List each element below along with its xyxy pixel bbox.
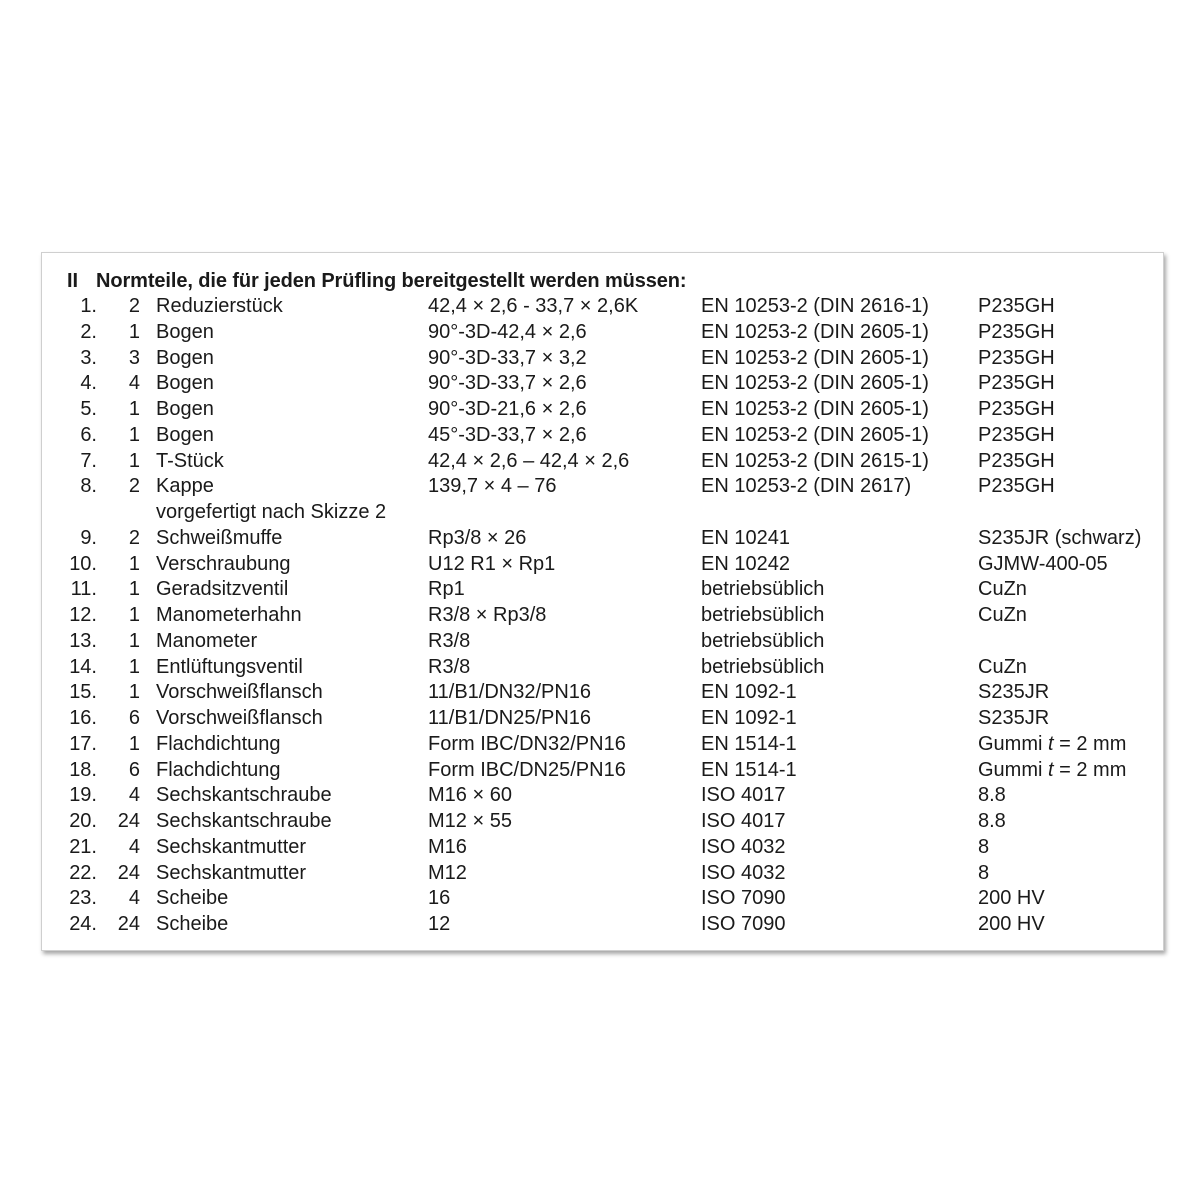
table-row bbox=[0, 293, 1200, 319]
row-number: 9. bbox=[80, 526, 97, 549]
row-material: P235GH bbox=[978, 423, 1055, 446]
row-quantity: 4 bbox=[128, 835, 140, 858]
row-number: 21. bbox=[69, 835, 97, 858]
row-standard: EN 10253-2 (DIN 2616-1) bbox=[701, 295, 929, 317]
row-quantity: 24 bbox=[117, 861, 140, 884]
table-row bbox=[0, 834, 1200, 860]
row-part-name: Reduzierstück bbox=[156, 295, 283, 317]
row-material: Gummi t = 2 mm bbox=[978, 758, 1127, 781]
row-material: CuZn bbox=[978, 604, 1027, 626]
row-number: 20. bbox=[69, 810, 97, 832]
row-number: 19. bbox=[69, 784, 97, 807]
row-number: 3. bbox=[80, 346, 97, 369]
row-number: 14. bbox=[69, 655, 97, 678]
row-quantity: 6 bbox=[128, 758, 140, 781]
table-row bbox=[0, 654, 1200, 680]
row-standard: ISO 7090 bbox=[701, 887, 786, 910]
row-part-name: Entlüftungsventil bbox=[156, 655, 303, 678]
row-number: 8. bbox=[80, 475, 97, 498]
row-dimension: M12 × 55 bbox=[428, 810, 512, 832]
row-dimension: 16 bbox=[428, 887, 451, 910]
row-dimension: 42,4 × 2,6 – 42,4 × 2,6 bbox=[428, 449, 630, 472]
row-part-name: Flachdichtung bbox=[156, 758, 281, 781]
row-quantity: 1 bbox=[128, 655, 140, 678]
row-dimension: 90°-3D-33,7 × 2,6 bbox=[428, 372, 587, 395]
row-quantity: 2 bbox=[128, 526, 140, 549]
row-quantity: 1 bbox=[128, 320, 140, 343]
row-dimension: R3/8 × Rp3/8 bbox=[428, 604, 547, 626]
row-standard: betriebsüblich bbox=[701, 655, 825, 678]
row-part-name: Flachdichtung bbox=[156, 732, 281, 755]
row-material: P235GH bbox=[978, 372, 1055, 395]
row-standard: ISO 4017 bbox=[701, 810, 786, 832]
row-quantity: 1 bbox=[128, 398, 140, 420]
row-dimension: Rp3/8 × 26 bbox=[428, 526, 527, 549]
row-material: P235GH bbox=[978, 398, 1055, 420]
row-part-name: Bogen bbox=[156, 320, 214, 343]
row-quantity: 4 bbox=[128, 784, 140, 807]
row-dimension: Form IBC/DN25/PN16 bbox=[428, 758, 626, 781]
row-part-name: Sechskantschraube bbox=[156, 784, 332, 807]
row-part-name: Vorschweißflansch bbox=[156, 681, 323, 704]
parts-table bbox=[0, 293, 1200, 937]
row-quantity: 1 bbox=[128, 732, 140, 755]
row-material: P235GH bbox=[978, 475, 1055, 498]
row-quantity: 1 bbox=[128, 578, 140, 601]
row-part-name: Sechskantmutter bbox=[156, 835, 307, 858]
row-part-name: Manometerhahn bbox=[156, 604, 302, 626]
row-standard: betriebsüblich bbox=[701, 578, 825, 601]
row-dimension: 90°-3D-21,6 × 2,6 bbox=[428, 398, 587, 420]
row-material: S235JR (schwarz) bbox=[978, 526, 1142, 549]
row-standard: EN 1514-1 bbox=[701, 732, 797, 755]
row-number: 12. bbox=[69, 604, 97, 626]
table-row bbox=[0, 679, 1200, 705]
row-dimension: 42,4 × 2,6 - 33,7 × 2,6K bbox=[428, 295, 639, 317]
row-quantity: 4 bbox=[128, 372, 140, 395]
row-number: 13. bbox=[69, 629, 97, 652]
row-part-name: Sechskantmutter bbox=[156, 861, 307, 884]
row-dimension: U12 R1 × Rp1 bbox=[428, 552, 556, 575]
row-standard: EN 10253-2 (DIN 2605-1) bbox=[701, 320, 929, 343]
table-row bbox=[0, 731, 1200, 757]
row-material: 8.8 bbox=[978, 810, 1006, 832]
row-quantity: 1 bbox=[128, 681, 140, 704]
row-number: 23. bbox=[69, 887, 97, 910]
row-dimension: R3/8 bbox=[428, 629, 471, 652]
row-standard: betriebsüblich bbox=[701, 604, 825, 626]
row-dimension: 90°-3D-33,7 × 3,2 bbox=[428, 346, 587, 369]
row-number: 17. bbox=[69, 732, 97, 755]
section-heading bbox=[67, 268, 687, 294]
row-material: 8 bbox=[978, 861, 990, 884]
table-row bbox=[0, 705, 1200, 731]
row-quantity: 1 bbox=[128, 449, 140, 472]
row-number: 24. bbox=[69, 913, 97, 935]
row-quantity: 2 bbox=[128, 295, 140, 317]
row-material: CuZn bbox=[978, 655, 1027, 678]
row-part-name: Manometer bbox=[156, 629, 258, 652]
row-quantity: 24 bbox=[117, 913, 140, 935]
row-standard: EN 10253-2 (DIN 2605-1) bbox=[701, 372, 929, 395]
row-material: 8 bbox=[978, 835, 990, 858]
row-standard: EN 10241 bbox=[701, 526, 790, 549]
row-part-name: Kappe bbox=[156, 475, 214, 498]
row-quantity: 1 bbox=[128, 552, 140, 575]
table-row bbox=[0, 757, 1200, 783]
row-number: 15. bbox=[69, 681, 97, 704]
row-part-name: Bogen bbox=[156, 372, 214, 395]
row-quantity: 3 bbox=[128, 346, 140, 369]
row-standard: EN 10253-2 (DIN 2605-1) bbox=[701, 398, 929, 420]
row-dimension: 11/B1/DN32/PN16 bbox=[428, 681, 592, 704]
table-row bbox=[0, 396, 1200, 422]
row-material: 200 HV bbox=[978, 887, 1045, 910]
row-material: P235GH bbox=[978, 449, 1055, 472]
row-number: 1. bbox=[80, 295, 97, 317]
row-dimension: 11/B1/DN25/PN16 bbox=[428, 707, 592, 729]
row-standard: ISO 7090 bbox=[701, 913, 786, 935]
table-row bbox=[0, 370, 1200, 396]
table-row-note bbox=[0, 499, 1200, 525]
row-number: 4. bbox=[80, 372, 97, 395]
row-standard: ISO 4017 bbox=[701, 784, 786, 807]
table-row bbox=[0, 551, 1200, 577]
table-row bbox=[0, 525, 1200, 551]
row-standard: EN 10253-2 (DIN 2615-1) bbox=[701, 449, 929, 472]
row-standard: EN 10253-2 (DIN 2617) bbox=[701, 475, 912, 498]
row-material: Gummi t = 2 mm bbox=[978, 732, 1127, 755]
row-number: 6. bbox=[80, 423, 97, 446]
table-row bbox=[0, 448, 1200, 474]
table-row bbox=[0, 422, 1200, 448]
row-material: P235GH bbox=[978, 346, 1055, 369]
table-row bbox=[0, 628, 1200, 654]
row-standard: EN 10242 bbox=[701, 552, 790, 575]
table-row bbox=[0, 911, 1200, 937]
row-note: vorgefertigt nach Skizze 2 bbox=[156, 501, 387, 523]
row-standard: ISO 4032 bbox=[701, 861, 786, 884]
row-standard: EN 1092-1 bbox=[701, 681, 797, 704]
row-material: GJMW-400-05 bbox=[978, 552, 1108, 575]
table-row bbox=[0, 808, 1200, 834]
row-material: P235GH bbox=[978, 320, 1055, 343]
section-title: Normteile, die für jeden Prüfling bereitgestellt werden müssen: bbox=[96, 270, 687, 292]
row-standard: EN 1092-1 bbox=[701, 707, 797, 729]
table-row bbox=[0, 602, 1200, 628]
row-number: 16. bbox=[69, 707, 97, 729]
row-part-name: Geradsitzventil bbox=[156, 578, 289, 601]
table-row bbox=[0, 345, 1200, 371]
row-part-name: Bogen bbox=[156, 346, 214, 369]
row-number: 10. bbox=[69, 552, 97, 575]
row-standard: betriebsüblich bbox=[701, 629, 825, 652]
row-material: S235JR bbox=[978, 707, 1050, 729]
row-standard: EN 10253-2 (DIN 2605-1) bbox=[701, 423, 929, 446]
row-number: 18. bbox=[69, 758, 97, 781]
row-material: 200 HV bbox=[978, 913, 1045, 935]
row-quantity: 24 bbox=[117, 810, 140, 832]
row-dimension: 139,7 × 4 – 76 bbox=[428, 475, 557, 498]
row-part-name: Sechskantschraube bbox=[156, 810, 332, 832]
row-number: 11. bbox=[70, 578, 97, 601]
table-row bbox=[0, 885, 1200, 911]
row-dimension: M12 bbox=[428, 861, 467, 884]
row-number: 22. bbox=[69, 861, 97, 884]
row-part-name: Vorschweißflansch bbox=[156, 707, 323, 729]
row-part-name: Bogen bbox=[156, 398, 214, 420]
row-material: CuZn bbox=[978, 578, 1027, 601]
row-dimension: 45°-3D-33,7 × 2,6 bbox=[428, 423, 587, 446]
row-part-name: Bogen bbox=[156, 423, 214, 446]
row-material: S235JR bbox=[978, 681, 1050, 704]
section-number: II bbox=[67, 270, 78, 292]
row-part-name: T-Stück bbox=[156, 449, 224, 472]
row-dimension: 90°-3D-42,4 × 2,6 bbox=[428, 320, 587, 343]
row-quantity: 1 bbox=[128, 604, 140, 626]
row-quantity: 6 bbox=[128, 707, 140, 729]
row-part-name: Verschraubung bbox=[156, 552, 291, 575]
row-dimension: R3/8 bbox=[428, 655, 471, 678]
row-number: 7. bbox=[80, 449, 97, 472]
row-number: 2. bbox=[80, 320, 97, 343]
table-row bbox=[0, 860, 1200, 886]
row-number: 5. bbox=[80, 398, 97, 420]
row-dimension: Form IBC/DN32/PN16 bbox=[428, 732, 626, 755]
row-material: P235GH bbox=[978, 295, 1055, 317]
row-part-name: Scheibe bbox=[156, 913, 229, 935]
row-standard: EN 1514-1 bbox=[701, 758, 797, 781]
table-row bbox=[0, 782, 1200, 808]
row-dimension: M16 bbox=[428, 835, 467, 858]
row-standard: ISO 4032 bbox=[701, 835, 786, 858]
row-dimension: 12 bbox=[428, 913, 451, 935]
row-part-name: Scheibe bbox=[156, 887, 229, 910]
row-quantity: 4 bbox=[128, 887, 140, 910]
table-row bbox=[0, 319, 1200, 345]
table-row bbox=[0, 473, 1200, 499]
row-quantity: 2 bbox=[128, 475, 140, 498]
row-dimension: M16 × 60 bbox=[428, 784, 512, 807]
row-quantity: 1 bbox=[128, 423, 140, 446]
row-dimension: Rp1 bbox=[428, 578, 465, 601]
row-part-name: Schweißmuffe bbox=[156, 526, 283, 549]
row-quantity: 1 bbox=[128, 629, 140, 652]
row-material: 8.8 bbox=[978, 784, 1006, 807]
row-standard: EN 10253-2 (DIN 2605-1) bbox=[701, 346, 929, 369]
table-row bbox=[0, 576, 1200, 602]
